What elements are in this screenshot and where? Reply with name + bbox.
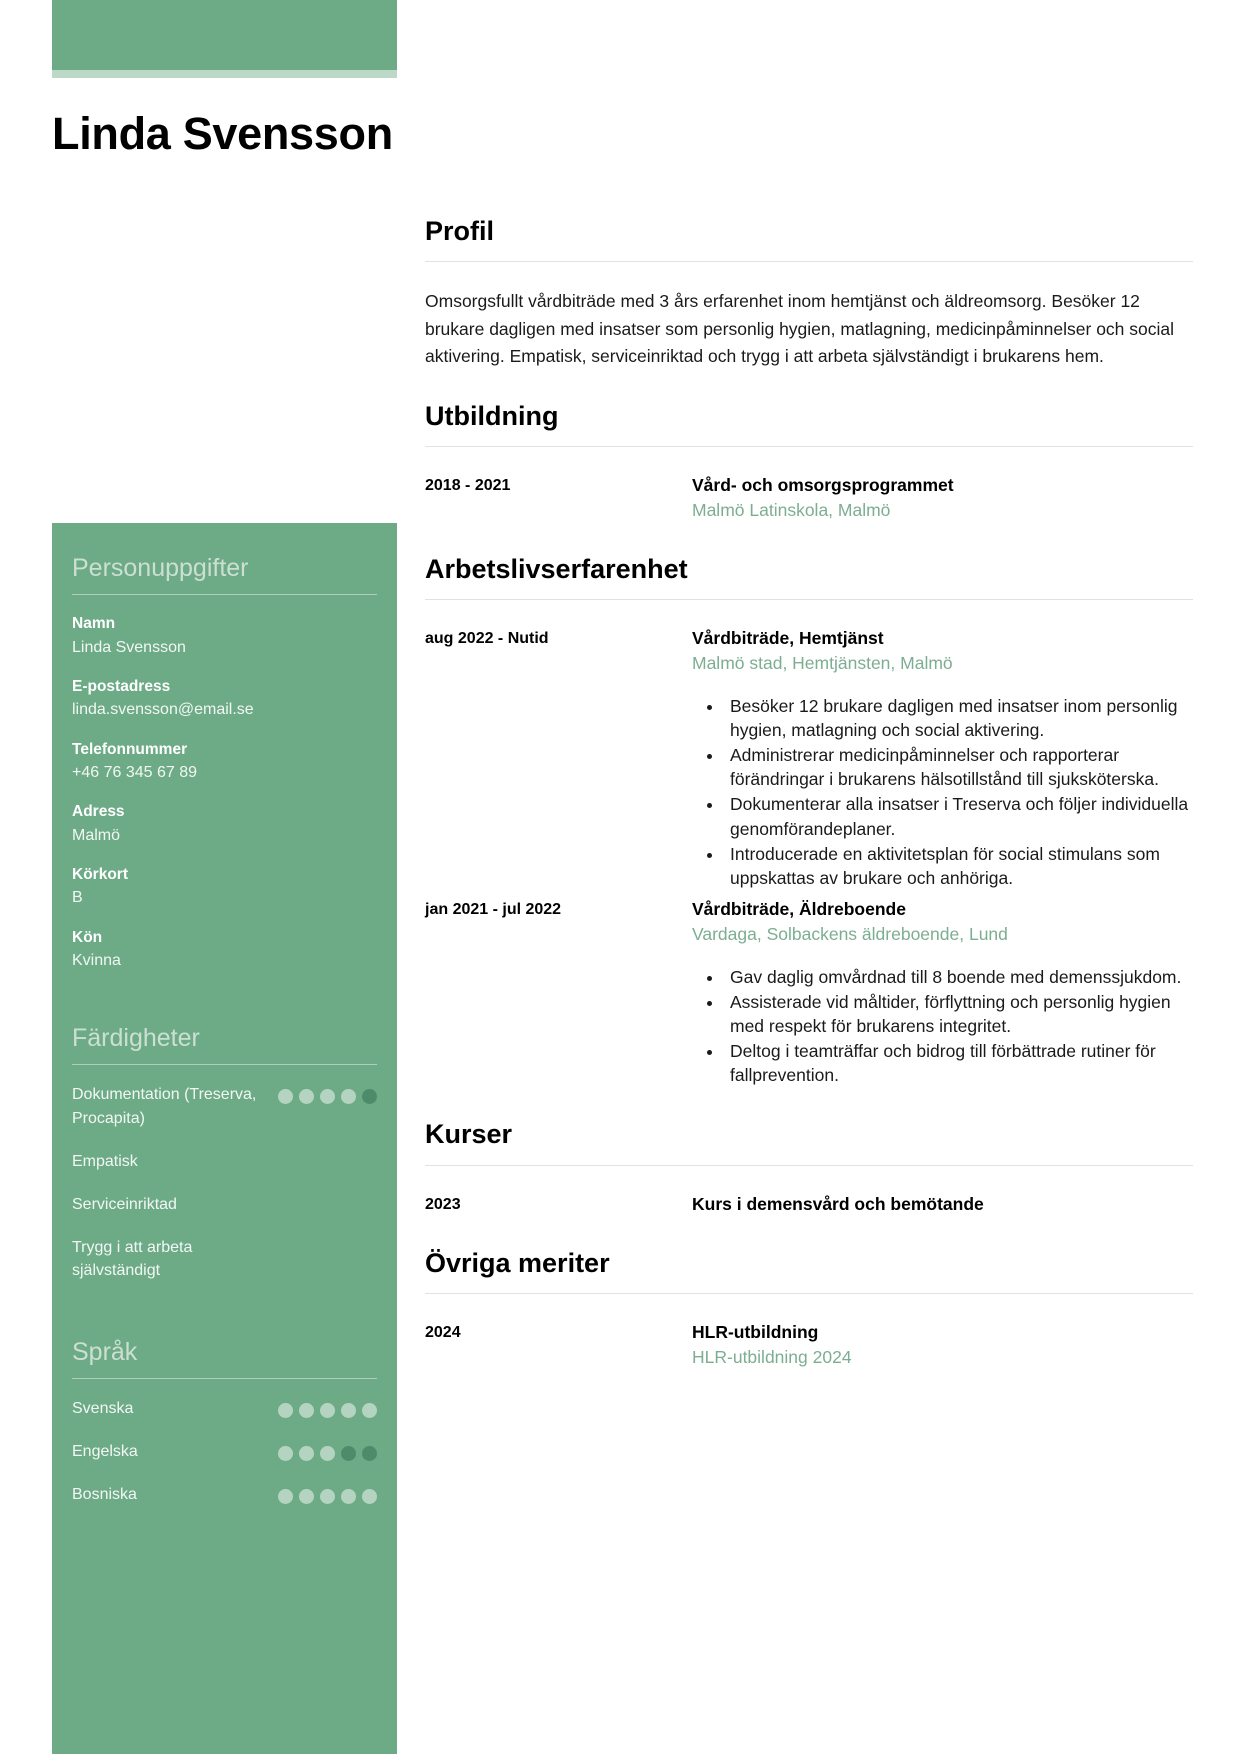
rating-dot-filled [278, 1403, 293, 1418]
sidebar-heading-skills: Färdigheter [72, 1024, 200, 1053]
sidebar-heading-personal: Personuppgifter [72, 554, 249, 582]
rating-dot-empty [362, 1089, 377, 1104]
entry-date: jan 2021 - jul 2022 [425, 901, 562, 919]
personal-detail-label: Telefonnummer [72, 740, 188, 758]
entry-bullet-list [692, 694, 1193, 890]
rating-label: Svenska [72, 1399, 134, 1417]
profile-summary-text: Omsorgsfullt vårdbiträde med 3 års erfarenhet inom hemtjänst och äldreomsorg. Besöker 12 brukare dagligen med insatser som personlig hygien, matlagning, medicinpåminnelser och social aktivering. Empatisk, serviceinriktad och trygg i att arbeta självständigt i brukarens hem. [425, 291, 1175, 366]
rating-row [72, 1397, 377, 1420]
cv-entry [425, 473, 1193, 523]
rating-row [72, 1193, 377, 1216]
section-experience [425, 553, 1193, 1089]
rating-label: Engelska [72, 1443, 138, 1460]
entry-body [692, 473, 1193, 523]
rating-dots [278, 1483, 377, 1504]
sidebar [52, 523, 397, 1754]
rating-label: Serviceinriktad [72, 1196, 177, 1213]
section-education [425, 400, 1193, 523]
skills-list [72, 1083, 377, 1282]
entry-body [692, 626, 1193, 891]
experience-entry-list [425, 626, 1193, 1088]
banner-sub-band [52, 70, 397, 78]
rating-dot-filled [341, 1089, 356, 1104]
entry-date: aug 2022 - Nutid [425, 630, 549, 648]
personal-detail-value: +46 76 345 67 89 [72, 764, 198, 782]
personal-detail-label: Namn [72, 615, 116, 633]
rating-dot-empty [362, 1446, 377, 1461]
entry-body [692, 1320, 1193, 1370]
personal-details-list [72, 613, 377, 972]
rating-dot-filled [278, 1089, 293, 1104]
entry-organisation: HLR-utbildning 2024 [692, 1347, 852, 1368]
other-merits-entry-list [425, 1320, 1193, 1370]
sidebar-heading-languages: Språk [72, 1337, 138, 1366]
personal-detail-label: Körkort [72, 865, 128, 883]
cv-entry [425, 1192, 1193, 1217]
section-divider-courses [425, 1165, 1193, 1166]
sidebar-divider-languages [72, 1378, 377, 1379]
entry-bullet: • Assisterade vid måltider, förflyttning och personlig hygien med respekt för brukarens integritet. [724, 990, 1193, 1038]
entry-organisation: Malmö Latinskola, Malmö [692, 500, 891, 520]
entry-body [692, 897, 1193, 1088]
personal-detail-item [72, 613, 377, 659]
entry-date: 2018 - 2021 [425, 477, 511, 495]
personal-detail-label: E-postadress [72, 677, 171, 695]
rating-row [72, 1150, 377, 1173]
sidebar-divider-skills [72, 1064, 377, 1065]
rating-dot-filled [299, 1489, 314, 1504]
section-title-courses: Kurser [425, 1119, 513, 1150]
rating-label: Trygg i att arbeta självständigt [72, 1239, 193, 1280]
rating-dot-filled [320, 1089, 335, 1104]
entry-bullet: • Administrerar medicinpåminnelser och rapporterar förändringar i brukarens hälsotillstånd till sjuksköterska. [724, 743, 1193, 791]
rating-dot-empty [341, 1446, 356, 1461]
rating-dot-filled [299, 1446, 314, 1461]
personal-detail-value: Linda Svensson [72, 638, 186, 656]
entry-bullet: • Introducerade en aktivitetsplan för social stimulans som uppskattas av brukare och anhöriga. [724, 842, 1193, 890]
sidebar-section-personal [72, 553, 377, 972]
rating-row [72, 1236, 377, 1282]
rating-dot-filled [320, 1489, 335, 1504]
cv-entry [425, 897, 1193, 1088]
rating-dot-filled [341, 1403, 356, 1418]
sidebar-section-skills [72, 1023, 377, 1282]
page-title: Linda Svensson [52, 108, 393, 159]
rating-dot-filled [341, 1489, 356, 1504]
section-title-education: Utbildning [425, 400, 559, 431]
rating-dot-filled [299, 1089, 314, 1104]
entry-organisation: Malmö stad, Hemtjänsten, Malmö [692, 653, 953, 674]
section-other-merits [425, 1247, 1193, 1370]
personal-detail-value: Kvinna [72, 952, 121, 969]
entry-date: 2024 [425, 1324, 461, 1342]
entry-bullet-list [692, 965, 1193, 1088]
rating-dots [278, 1083, 377, 1104]
rating-dot-filled [320, 1403, 335, 1418]
courses-entry-list [425, 1192, 1193, 1217]
personal-detail-item [72, 801, 377, 847]
personal-detail-item [72, 676, 377, 722]
cv-entry [425, 1320, 1193, 1370]
sidebar-divider-personal [72, 594, 377, 595]
languages-list [72, 1397, 377, 1507]
personal-detail-label: Kön [72, 928, 103, 946]
entry-role: Vård- och omsorgsprogrammet [692, 475, 954, 496]
personal-detail-item [72, 739, 377, 785]
rating-label: Bosniska [72, 1486, 137, 1504]
entry-bullet: • Dokumenterar alla insatser i Treserva och följer individuella genomförandeplaner. [724, 792, 1193, 840]
rating-dot-filled [362, 1403, 377, 1418]
section-title-experience: Arbetslivserfarenhet [425, 553, 688, 584]
section-profile [425, 215, 1193, 370]
entry-role: Vårdbiträde, Äldreboende [692, 899, 906, 920]
section-divider-profile [425, 261, 1193, 262]
entry-role: HLR-utbildning [692, 1322, 819, 1343]
section-divider-experience [425, 599, 1193, 600]
sidebar-spacer-2 [72, 1303, 377, 1337]
entry-date: 2023 [425, 1195, 461, 1213]
section-divider-other-merits [425, 1293, 1193, 1294]
entry-role: Kurs i demensvård och bemötande [692, 1193, 984, 1214]
entry-bullet: • Gav daglig omvårdnad till 8 boende med demenssjukdom. [724, 965, 1193, 989]
sidebar-section-languages [72, 1337, 377, 1507]
personal-detail-label: Adress [72, 803, 125, 821]
entry-role: Vårdbiträde, Hemtjänst [692, 628, 884, 649]
sidebar-spacer-1 [72, 989, 377, 1023]
entry-organisation: Vardaga, Solbackens äldreboende, Lund [692, 923, 1008, 944]
cv-entry [425, 626, 1193, 891]
rating-row [72, 1440, 377, 1463]
rating-label: Empatisk [72, 1152, 138, 1170]
rating-label: Dokumentation (Treserva, Procapita) [72, 1086, 257, 1127]
main-content [425, 215, 1193, 1400]
rating-row [72, 1483, 377, 1506]
section-courses [425, 1118, 1193, 1216]
section-title-profile: Profil [425, 216, 495, 246]
entry-body [692, 1192, 1193, 1217]
rating-dot-filled [278, 1446, 293, 1461]
rating-dots [278, 1397, 377, 1418]
personal-detail-value: linda.svensson@email.se [72, 701, 254, 719]
rating-dot-filled [320, 1446, 335, 1461]
personal-detail-item [72, 927, 377, 973]
rating-dot-filled [299, 1403, 314, 1418]
rating-dot-filled [278, 1489, 293, 1504]
rating-dot-filled [362, 1489, 377, 1504]
entry-bullet: • Deltog i teamträffar och bidrog till förbättrade rutiner för fallprevention. [724, 1039, 1193, 1087]
section-divider-education [425, 446, 1193, 447]
rating-row [72, 1083, 377, 1129]
rating-dots [278, 1440, 377, 1461]
personal-detail-value: Malmö [72, 826, 121, 844]
entry-bullet: • Besöker 12 brukare dagligen med insatser inom personlig hygien, matlagning och social aktivering. [724, 694, 1193, 742]
header-accent-banner [52, 0, 397, 78]
banner-main-band [52, 0, 397, 70]
education-entry-list [425, 473, 1193, 523]
personal-detail-value: B [72, 889, 83, 907]
section-title-other-merits: Övriga meriter [425, 1247, 610, 1278]
personal-detail-item [72, 864, 377, 910]
